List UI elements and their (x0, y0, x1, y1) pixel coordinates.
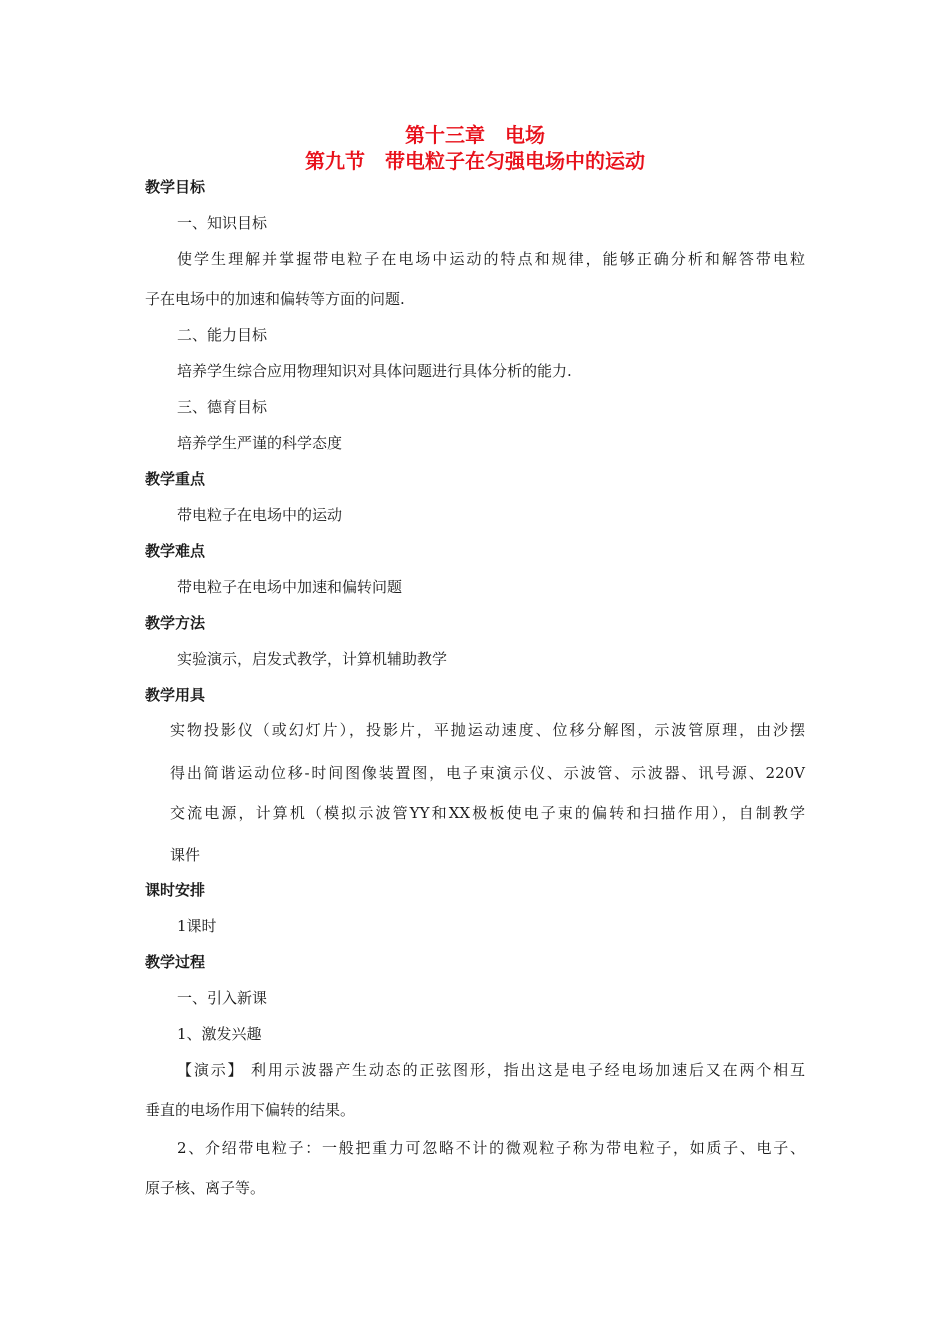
methods-text: 实验演示，启发式教学，计算机辅助教学 (177, 650, 448, 668)
tools-text-line2: 得出简谐运动位移-时间图像装置图，电子束演示仪、示波管、示波器、讯号源、220V (170, 764, 805, 782)
difficulties-text: 带电粒子在电场中加速和偏转问题 (177, 578, 403, 596)
tools-text-line3: 交流电源，计算机（模拟示波管YY和XX极板使电子束的偏转和扫描作用），自制教学 (170, 804, 805, 822)
tools-text-line1: 实物投影仪（或幻灯片），投影片，平抛运动速度、位移分解图，示波管原理，由沙摆 (170, 721, 805, 739)
step2-text-line1: 2、介绍带电粒子：一般把重力可忽略不计的微观粒子称为带电粒子，如质子、电子、 (177, 1139, 805, 1157)
chapter-title: 第十三章 电场 (405, 123, 545, 147)
moral-objective-label: 三、德育目标 (177, 398, 268, 416)
schedule-text: 1课时 (177, 917, 217, 935)
step1-label: 1、激发兴趣 (177, 1025, 262, 1043)
moral-objective-text: 培养学生严谨的科学态度 (177, 434, 343, 452)
ability-objective-label: 二、能力目标 (177, 326, 268, 344)
key-points-text: 带电粒子在电场中的运动 (177, 506, 343, 524)
demo-text-line1: 【演示】 利用示波器产生动态的正弦图形，指出这是电子经电场加速后又在两个相互 (177, 1061, 805, 1079)
key-points-heading: 教学重点 (145, 470, 206, 488)
section-title: 第九节 带电粒子在匀强电场中的运动 (305, 149, 645, 173)
knowledge-objective-label: 一、知识目标 (177, 214, 268, 232)
methods-heading: 教学方法 (145, 614, 206, 632)
ability-objective-text: 培养学生综合应用物理知识对具体问题进行具体分析的能力. (177, 362, 572, 380)
knowledge-objective-text-line1: 使学生理解并掌握带电粒子在电场中运动的特点和规律，能够正确分析和解答带电粒 (177, 250, 805, 268)
difficulties-heading: 教学难点 (145, 542, 206, 560)
objectives-heading: 教学目标 (145, 178, 206, 196)
process-heading: 教学过程 (145, 953, 206, 971)
schedule-heading: 课时安排 (145, 881, 206, 899)
step2-text-line2: 原子核、离子等。 (145, 1179, 266, 1197)
demo-text-line2: 垂直的电场作用下偏转的结果。 (145, 1101, 356, 1119)
intro-label: 一、引入新课 (177, 989, 268, 1007)
tools-text-line4: 课件 (170, 846, 201, 864)
tools-heading: 教学用具 (145, 686, 206, 704)
knowledge-objective-text-line2: 子在电场中的加速和偏转等方面的问题. (145, 290, 405, 308)
